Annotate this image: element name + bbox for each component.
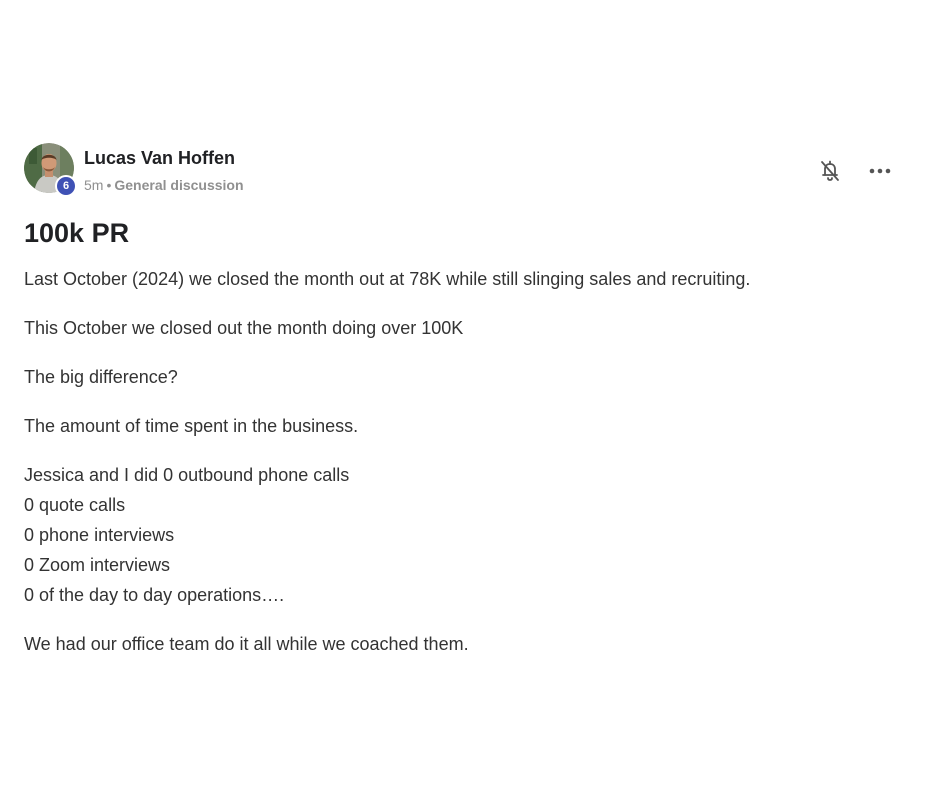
more-options-button[interactable] bbox=[866, 157, 894, 185]
post-actions bbox=[816, 157, 894, 185]
post-title: 100k PR bbox=[24, 218, 130, 248]
meta-separator: • bbox=[106, 177, 112, 193]
post-paragraph: The amount of time spent in the business. bbox=[24, 416, 359, 436]
more-horizontal-icon bbox=[868, 167, 892, 175]
post-paragraph: The big difference? bbox=[24, 367, 178, 387]
post-line: 0 Zoom interviews bbox=[24, 555, 171, 575]
category-link[interactable]: General discussion bbox=[114, 177, 244, 193]
level-badge: 6 bbox=[55, 175, 77, 197]
post-line: Jessica and I did 0 outbound phone calls bbox=[24, 465, 350, 485]
post-time: 5m bbox=[84, 177, 104, 193]
post-line: 0 quote calls bbox=[24, 495, 126, 515]
post-meta bbox=[84, 177, 244, 193]
bell-off-icon bbox=[819, 159, 841, 183]
post-card bbox=[24, 143, 894, 678]
post-list-block bbox=[24, 460, 894, 610]
author-name[interactable]: Lucas Van Hoffen bbox=[84, 148, 236, 168]
post-line: 0 of the day to day operations…. bbox=[24, 585, 285, 605]
author-avatar[interactable] bbox=[24, 143, 76, 195]
post-paragraph: We had our office team do it all while we coached them. bbox=[24, 634, 469, 654]
post-header bbox=[24, 143, 894, 195]
post-line: 0 phone interviews bbox=[24, 525, 175, 545]
post-body bbox=[24, 264, 894, 659]
notification-toggle-button[interactable] bbox=[816, 157, 844, 185]
post-paragraph: This October we closed out the month doing over 100K bbox=[24, 318, 464, 338]
post-paragraph: Last October (2024) we closed the month out at 78K while still slinging sales and recruiting. bbox=[24, 269, 751, 289]
